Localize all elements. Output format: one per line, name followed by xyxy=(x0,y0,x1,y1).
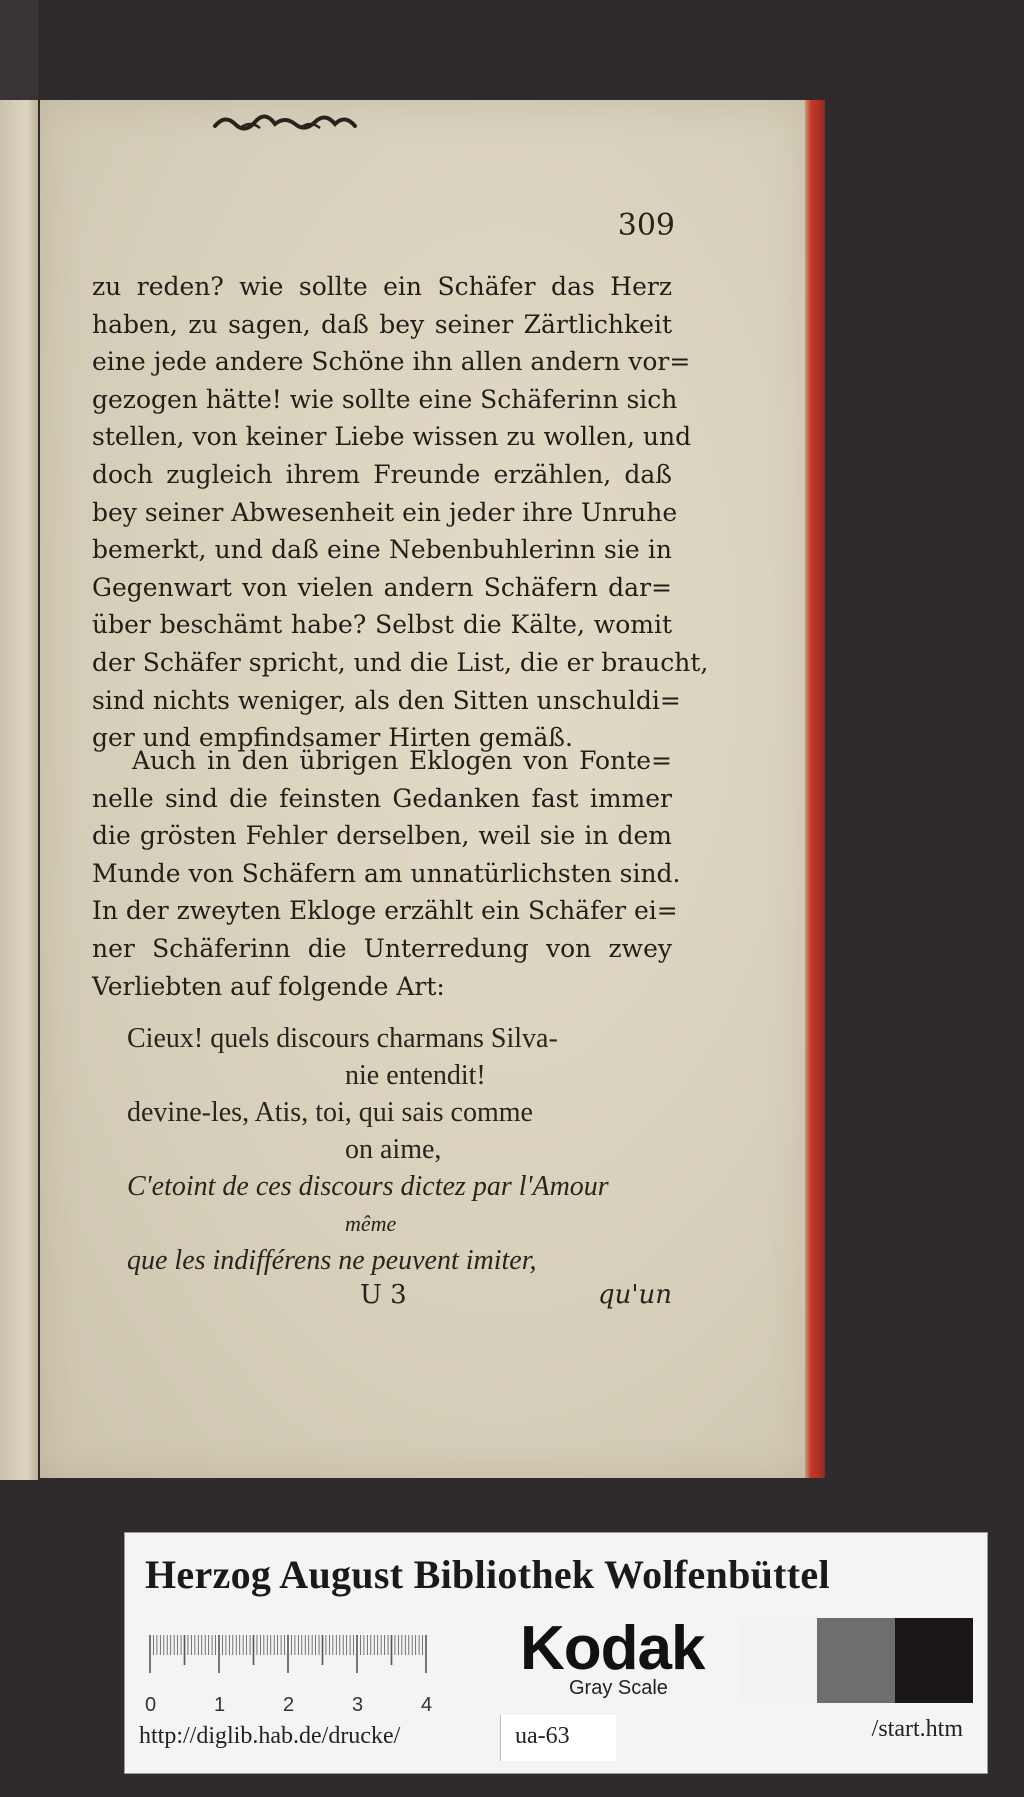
ruler-number: 4 xyxy=(421,1694,433,1715)
verse-line: Cieux! quels discours charmans Silva- xyxy=(127,1023,558,1054)
ruler-number: 1 xyxy=(214,1694,226,1715)
page-header xyxy=(95,112,675,243)
paragraph-2 xyxy=(92,742,681,1005)
text-line: über beschämt habe? Selbst die Kälte, womit xyxy=(92,610,672,640)
verse-continuation: nie entendit! xyxy=(345,1060,486,1091)
gray-patch-black xyxy=(895,1618,973,1703)
previous-page-edge xyxy=(0,100,38,1480)
text-line: nelle sind die feinsten Gedanken fast immer xyxy=(92,783,672,813)
url-suffix: /start.htm xyxy=(871,1716,963,1742)
text-line: der Schäfer spricht, und die List, die er braucht, xyxy=(92,647,709,677)
text-line: sind nichts weniger, als den Sitten unschuldi= xyxy=(92,685,681,715)
url-prefix: http://diglib.hab.de/drucke/ xyxy=(139,1723,401,1749)
verse-line: C'etoint de ces discours dictez par l'Amour xyxy=(127,1171,609,1202)
text-line: bey seiner Abwesenheit ein jeder ihre Unruhe xyxy=(92,497,678,527)
gray-patch-white xyxy=(739,1618,817,1703)
kodak-logo: Kodak xyxy=(520,1614,705,1683)
ruler-number: 2 xyxy=(283,1694,295,1715)
text-line: die grösten Fehler derselben, weil sie in dem xyxy=(92,821,672,851)
page-footer xyxy=(92,1280,672,1320)
catchword: qu'un xyxy=(597,1280,672,1310)
page-number: 309 xyxy=(617,208,675,243)
signature-mark: U 3 xyxy=(360,1280,407,1310)
text-line: doch zugleich ihrem Freunde erzählen, daß xyxy=(92,459,672,489)
ruler-number: 0 xyxy=(145,1694,157,1715)
verse-line: que les indifférens ne peuvent imiter, xyxy=(127,1245,537,1276)
text-line: stellen, von keiner Liebe wissen zu wollen, und xyxy=(92,422,692,452)
text-line: bemerkt, und daß eine Nebenbuhlerinn sie in xyxy=(92,535,672,565)
text-line: In der zweyten Ekloge erzählt ein Schäfer ei= xyxy=(92,896,678,926)
text-line: zu reden? wie sollte ein Schäfer das Herz xyxy=(92,272,672,301)
library-name: Herzog August Bibliothek Wolfenbüttel xyxy=(145,1552,830,1597)
verse-line: devine-les, Atis, toi, qui sais comme xyxy=(127,1097,533,1128)
gray-scale-patches xyxy=(739,1618,973,1703)
verse-continuation: on aime, xyxy=(345,1134,442,1165)
paragraph-1 xyxy=(92,268,709,757)
text-line: gezogen hätte! wie sollte eine Schäferinn sich xyxy=(92,384,678,414)
verse-continuation: même xyxy=(345,1211,397,1236)
text-line: Munde von Schäfern am unnatürlichsten sind. xyxy=(92,858,681,888)
left-shadow xyxy=(0,0,38,100)
ruler-number: 3 xyxy=(352,1694,364,1715)
text-line: ner Schäferinn die Unterredung von zwey xyxy=(92,933,672,963)
shelfmark: ua-63 xyxy=(515,1723,570,1749)
digitization-target xyxy=(124,1532,988,1774)
text-line: Auch in den übrigen Eklogen von Fonte= xyxy=(132,746,672,775)
red-page-edge xyxy=(805,100,825,1478)
gray-scale-label: Gray Scale xyxy=(569,1677,668,1699)
gray-patch-light xyxy=(817,1618,895,1703)
ruler-scale xyxy=(145,1633,465,1715)
french-verse xyxy=(92,1020,672,1279)
text-line: Verliebten auf folgende Art: xyxy=(92,971,445,1001)
text-line: Gegenwart von vielen andern Schäfern dar= xyxy=(92,572,672,602)
text-line: haben, zu sagen, daß bey seiner Zärtlichkeit xyxy=(92,309,672,339)
text-line: ger und empfindsamer Hirten gemäß. xyxy=(92,723,573,753)
text-line: eine jede andere Schöne ihn allen andern vor= xyxy=(92,347,691,377)
